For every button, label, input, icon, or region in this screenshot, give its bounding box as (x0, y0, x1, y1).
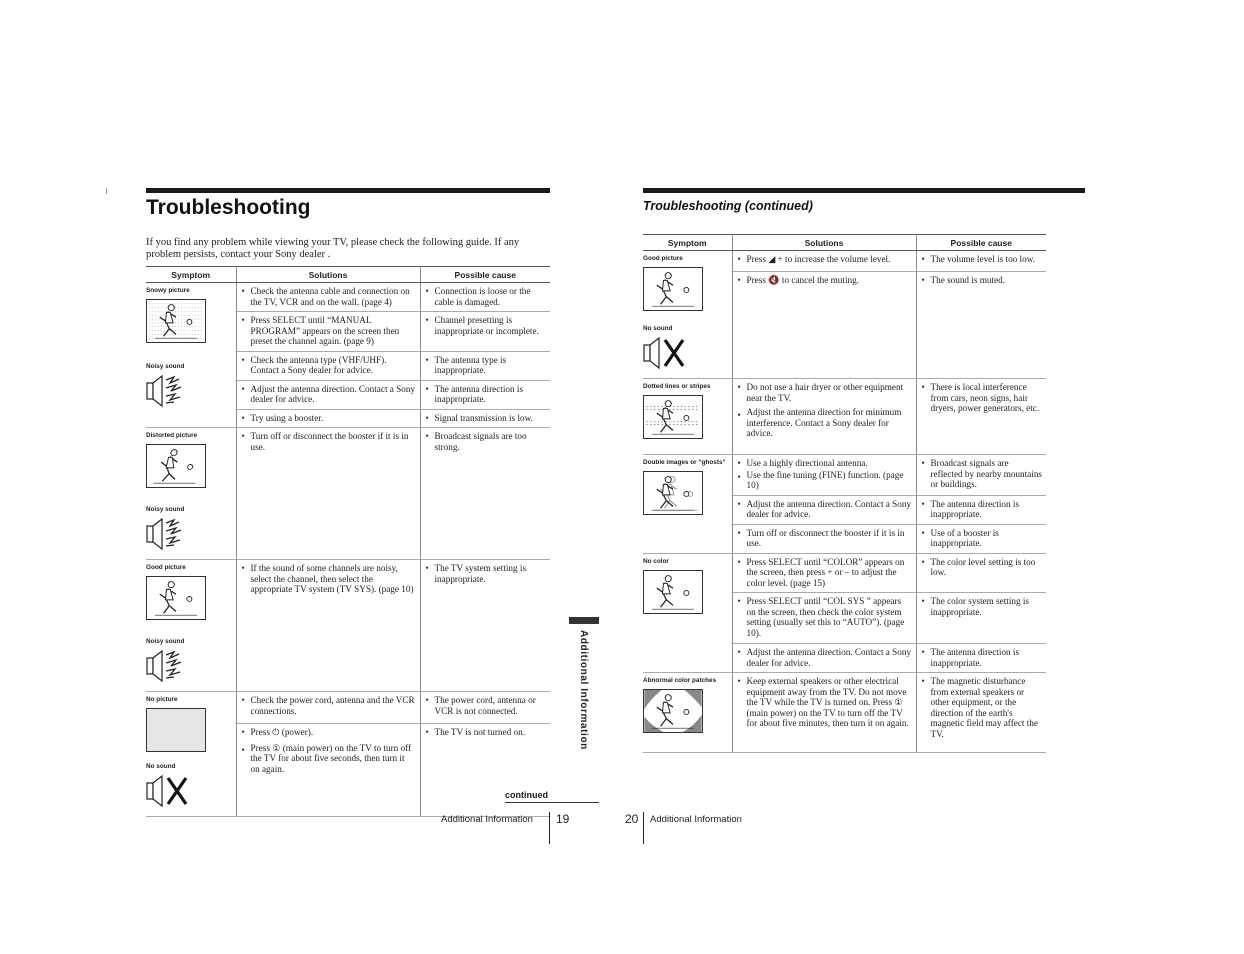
cause-text: • Use of a booster is inappropriate. (917, 525, 1047, 553)
header-symptom: Symptom (146, 267, 236, 283)
noisy-sound-icon (146, 649, 190, 683)
solution-text: • Adjust the antenna direction. Contact a Sony dealer for advice. (733, 644, 916, 672)
symptom-cell (643, 379, 732, 455)
distorted-picture-icon (146, 444, 206, 488)
good-picture-icon (643, 267, 703, 311)
solution-text: • Check the power cord, antenna and the VCR connections. (237, 692, 420, 720)
symptom-label: Noisy sound (146, 638, 185, 645)
solution-text: • Use a highly directional antenna. (733, 455, 916, 469)
side-tab-label: Additional Information (578, 630, 589, 750)
cause-text: • The antenna direction is inappropriate. (421, 381, 551, 409)
cause-text: • Broadcast signals are reflected by nearby mountains or buildings. (917, 455, 1047, 494)
good-picture-icon (146, 576, 206, 620)
solution-text: • Press ① (main power) on the TV to turn off the TV for about five seconds, then turn it on again. (237, 742, 420, 779)
header-symptom: Symptom (643, 235, 732, 251)
header-solutions: Solutions (732, 235, 916, 251)
cause-text: • The antenna direction is inappropriate. (917, 644, 1047, 672)
solution-text: • Adjust the antenna direction for minimum interference. Contact a Sony dealer for advice. (733, 407, 916, 443)
symptom-label: No color (643, 557, 669, 565)
solution-text: • Keep external speakers or other electrical equipment away from the TV. Do not move the TV while the TV is turned on. Press ① (main power) on the TV to turn off the TV for about five minutes, then turn it on again. (733, 673, 916, 733)
continued-rule (505, 802, 599, 803)
footer-divider (549, 812, 550, 844)
page-number: 20 (625, 812, 639, 826)
symptom-cell (146, 692, 236, 817)
symptom-cell (643, 251, 732, 379)
symptom-cell (146, 283, 236, 428)
cause-text: • The TV system setting is inappropriate. (421, 560, 551, 588)
solution-text: • Press ⏻ (power). (237, 724, 420, 742)
intro-text: If you find any problem while viewing your TV, please check the following guide. If any problem persists, contact your Sony dealer . (146, 237, 520, 260)
symptom-label: Good picture (643, 255, 683, 262)
symptom-cell (146, 428, 236, 560)
symptom-cell (146, 560, 236, 692)
page-title: Troubleshooting (146, 196, 311, 219)
cause-text: • The antenna type is inappropriate. (421, 352, 551, 380)
symptom-label: Noisy sound (146, 363, 185, 370)
page-tick (106, 188, 107, 194)
footer-section: Additional Information (650, 814, 742, 825)
solution-text: • Press ◢ + to increase the volume level. (733, 251, 916, 269)
symptom-cell (643, 673, 732, 753)
left-top-rule (146, 188, 550, 193)
symptom-label: Noisy sound (146, 506, 185, 513)
left-troubleshooting-table (146, 266, 550, 817)
symptom-label: No sound (146, 763, 176, 770)
no-color-picture-icon (643, 570, 703, 614)
solution-text: • Adjust the antenna direction. Contact a Sony dealer for advice. (733, 496, 916, 524)
solution-text: • Press SELECT until “MANUAL PROGRAM” appears on the screen then preset the channel again. (page 9) (237, 312, 420, 351)
cause-text: • The magnetic disturbance from external speakers or other equipment, or the direction of the earth's magnetic field may affect the TV. (917, 673, 1047, 743)
solution-text: • Press 🔇 to cancel the muting. (733, 272, 916, 290)
no-picture-icon (146, 708, 206, 752)
solution-text: • Try using a booster. (237, 410, 420, 428)
cause-text: • Connection is loose or the cable is damaged. (421, 283, 551, 311)
color-patches-picture-icon (643, 689, 703, 733)
solution-text: • Turn off or disconnect the booster if it is in use. (733, 525, 916, 553)
dotted-lines-picture-icon (643, 395, 703, 439)
cause-text: • Broadcast signals are too strong. (421, 428, 551, 456)
solution-text: • If the sound of some channels are noisy, select the channel, then select the appropriate TV system (TV SYS). (page 10) (237, 560, 420, 599)
symptom-cell (643, 455, 732, 554)
solution-text: • Turn off or disconnect the booster if it is in use. (237, 428, 420, 456)
solution-text: • Press SELECT until “COL SYS ” appears on the screen, then check the color system setting (usually set this to “AUTO”). (page 10). (733, 593, 916, 642)
side-tab-marker (569, 617, 599, 624)
page-title: Troubleshooting (continued) (643, 199, 813, 213)
symptom-label: Double images or “ghosts” (643, 459, 726, 466)
page-number: 19 (556, 812, 570, 826)
symptom-label: No sound (643, 325, 673, 332)
header-cause: Possible cause (916, 235, 1046, 251)
cause-text: • The color system setting is inappropriate. (917, 593, 1047, 621)
right-top-rule (643, 188, 1085, 193)
symptom-label: Abnormal color patches (643, 677, 717, 684)
symptom-cell (643, 553, 732, 673)
cause-text: • Signal transmission is low. (421, 410, 551, 428)
ghost-picture-icon (643, 471, 703, 515)
symptom-label: Good picture (146, 564, 186, 571)
no-sound-icon (146, 774, 190, 808)
cause-text: • Channel presetting is inappropriate or incomplete. (421, 312, 551, 340)
solution-text: • Press SELECT until “COLOR” appears on the screen, then press + or – to adjust the color level. (page 15) (733, 554, 916, 593)
right-troubleshooting-table (643, 234, 1046, 753)
symptom-label: Dotted lines or stripes (643, 383, 711, 390)
noisy-sound-icon (146, 374, 190, 408)
symptom-label: Snowy picture (146, 287, 190, 294)
solution-text: • Adjust the antenna direction. Contact a Sony dealer for advice. (237, 381, 420, 409)
symptom-label: No picture (146, 696, 178, 703)
cause-text: • The volume level is too low. (917, 251, 1047, 269)
footer-divider (643, 812, 644, 844)
solution-text: • Check the antenna type (VHF/UHF). Contact a Sony dealer for advice. (237, 352, 420, 380)
continued-label: continued (505, 790, 548, 800)
header-cause: Possible cause (420, 267, 550, 283)
cause-text: • The power cord, antenna or VCR is not connected. (421, 692, 551, 720)
cause-text: • The color level setting is too low. (917, 554, 1047, 582)
symptom-label: Distorted picture (146, 432, 198, 439)
cause-text: • The TV is not turned on. (421, 724, 551, 742)
header-solutions: Solutions (236, 267, 420, 283)
solution-text: • Use the fine tuning (FINE) function. (page 10) (733, 469, 916, 495)
solution-text: • Do not use a hair dryer or other equipment near the TV. (733, 379, 916, 407)
snowy-picture-icon (146, 299, 206, 343)
noisy-sound-icon (146, 517, 190, 551)
solution-text: • Check the antenna cable and connection on the TV, VCR and on the wall. (page 4) (237, 283, 420, 311)
cause-text: • The antenna direction is inappropriate. (917, 496, 1047, 524)
cause-text: • The sound is muted. (917, 272, 1047, 290)
footer-section: Additional Information (441, 814, 533, 825)
no-sound-icon (643, 336, 687, 370)
cause-text: • There is local interference from cars, neon signs, hair dryers, power generators, etc. (917, 379, 1047, 418)
